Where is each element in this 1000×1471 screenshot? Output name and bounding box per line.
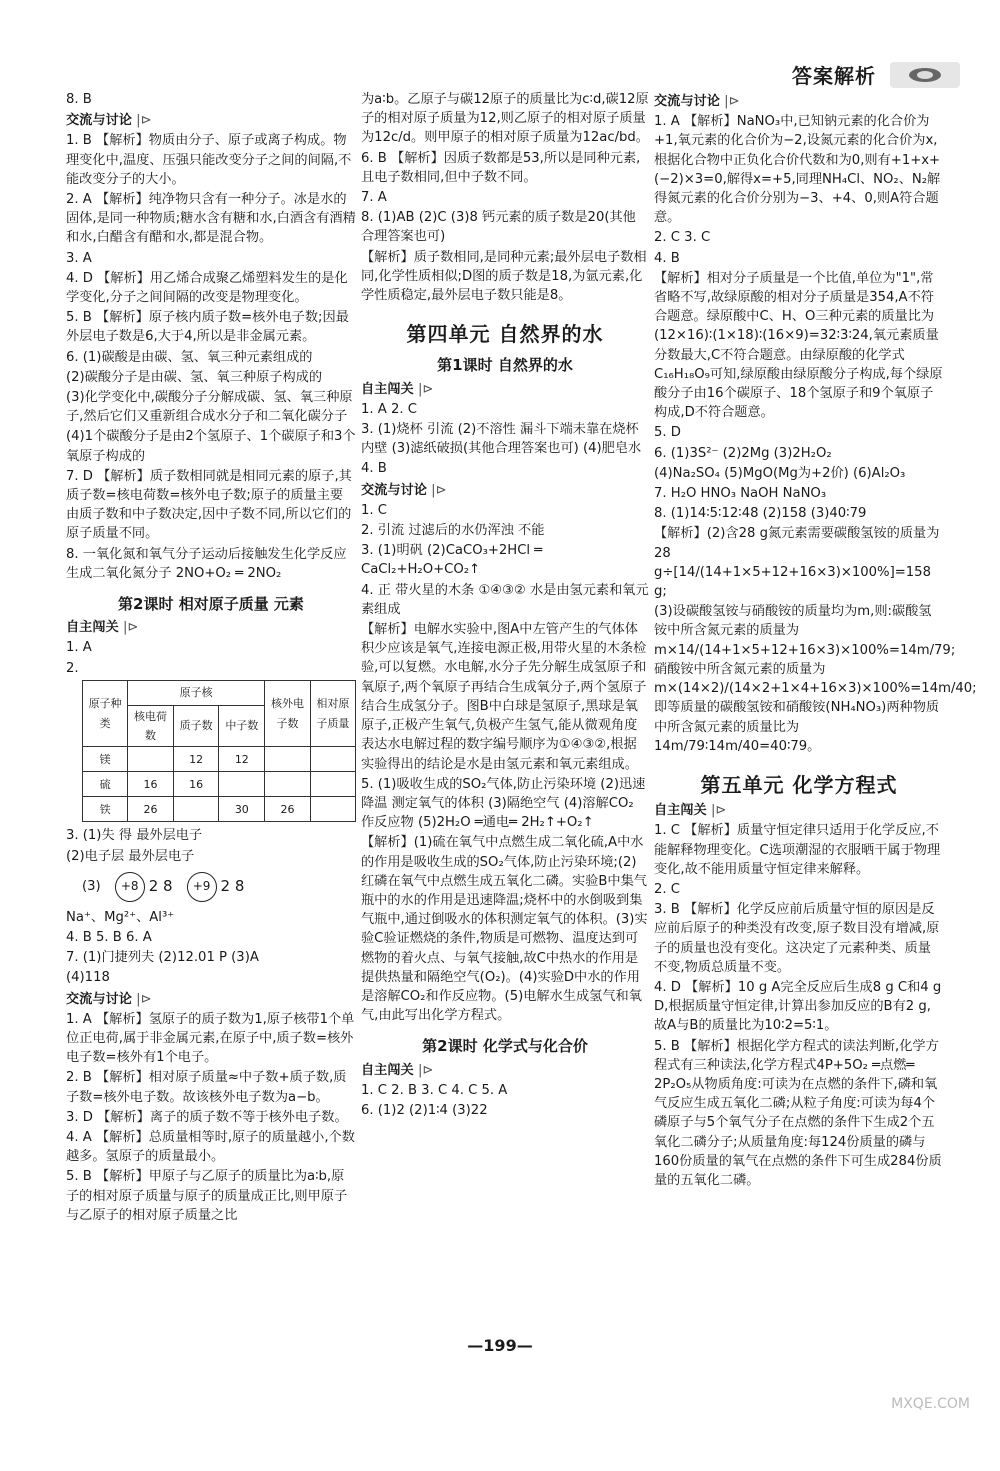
section-bar-icon: |⊳	[413, 1062, 434, 1078]
answer-item: (2)碳酸分子是由碳、氢、氧三种原子构成的	[66, 369, 323, 385]
table-cell: 铁	[83, 797, 128, 822]
answer-item: 4. 正 带火星的木条 ①④③② 水是由氢元素和氧元素组成	[361, 582, 649, 617]
answer-item: 3. A	[66, 250, 92, 266]
answer-item: 【解析】相对分子质量是一个比值,单位为"1",常省略不写,故绿原酸的相对分子质量是354,A不符合题意。绿原酸中C、H、O三种元素的质量比为(12×16)∶(1×18)∶(16×9)=32∶3∶24,氧元素质量分数最大,C不符合题意。由绿原酸的化学式C₁₆H₁₈O₉可知,绿原酸由绿原酸分子构成,每个绿原酸分子由16个碳原子、18个氢原子和9个氧原子构成,D不符合题意。	[654, 270, 943, 421]
answer-item: (2)电子层 最外层电子	[66, 848, 195, 864]
section-heading: 交流与讨论 |⊳	[66, 113, 152, 129]
atoms-label: (3)	[82, 879, 101, 895]
table-cell: 12	[219, 747, 265, 772]
section-heading: 自主闯关 |⊳	[66, 620, 139, 636]
table-cell: 26	[128, 797, 174, 822]
watermark: MXQE.COM	[891, 1396, 970, 1412]
answer-item: 6. (1)碳酸是由碳、氢、氧三种元素组成的	[66, 349, 313, 365]
section-heading: 自主闯关 |⊳	[654, 803, 727, 819]
answer-item: 【解析】(2)含28 g氮元素需要碳酸氢铵的质量为28 g÷[14/(14+1×5+12+16×3)×100%]=158 g;	[654, 526, 940, 600]
answer-item: 2. C 3. C	[654, 230, 711, 246]
table-header-cell: 相对原子质量	[310, 680, 355, 746]
table-row	[83, 772, 356, 797]
section-bar-icon: |⊳	[118, 620, 139, 636]
table-cell	[265, 772, 311, 797]
atom-structure-table	[82, 680, 356, 822]
answer-item: 7. A	[361, 190, 387, 206]
table-cell: 硫	[83, 772, 128, 797]
unit-title: 第四单元 自然界的水	[406, 322, 604, 347]
page-number: —199—	[467, 1336, 533, 1355]
answer-item: 5. D	[654, 425, 681, 441]
section-bar-icon: |⊳	[413, 381, 434, 397]
table-cell	[265, 747, 311, 772]
answer-item: (3)设碳酸氢铵与硝酸铵的质量均为m,则:碳酸氢铵中所含氮元素的质量为m×14/(14+1×5+12+16×3)×100%=14m/79;硝酸铵中所含氮元素的质量为m×(14×2)/(14×2+1×4+16×3)×100%=14m/40;即等质量的碳酸氢铵和硝酸铵(NH₄NO₃)两种物质中所含氮元素的质量比为14m/79∶14m/40=40∶79。	[654, 604, 977, 754]
oxygen-atom-diagram	[115, 872, 173, 902]
section-heading: 自主闯关 |⊳	[361, 1062, 434, 1078]
lesson-title: 第2课时 相对原子质量 元素	[118, 595, 304, 614]
table-row	[83, 747, 356, 772]
table-cell	[310, 747, 355, 772]
answer-item: 3. D 【解析】离子的质子数不等于核外电子数。	[66, 1109, 348, 1125]
answer-column-middle	[361, 90, 649, 1121]
answer-item: 2. B 【解析】相对原子质量≈中子数+质子数,质子数=核外电子数。故该核外电子数为a−b。	[66, 1070, 347, 1105]
table-cell: 30	[219, 797, 265, 822]
answer-item: (4)118	[66, 970, 110, 986]
electron-shells: 2 8	[148, 877, 173, 896]
section-bar-icon: |⊳	[719, 94, 740, 109]
lesson-title: 第1课时 自然界的水	[437, 356, 573, 375]
table-header-cell: 质子数	[173, 705, 219, 746]
answer-item: 7. D 【解析】质子数相同就是相同元素的原子,其质子数=核电荷数=核外电子数;原子的质量主要由质子数和中子数决定,因中子数不同,所以它们的原子质量不同。	[66, 468, 352, 542]
answer-item: 4. B	[361, 461, 387, 477]
answer-item: 5. B 【解析】根据化学方程式的读法判断,化学方程式有三种读法,化学方程式4P+5O₂ ═点燃═ 2P₂O₅从物质角度:可读为在点燃的条件下,磷和氧气反应生成五氧化二磷;从粒子角度:可读为每4个磷原子与5个氧气分子在点燃的条件下生成2个五氧化二磷分子;从质量角度:每124份质量的磷与160份质量的氧气在点燃的条件下可生成284份质量的五氧化二磷。	[654, 1038, 942, 1188]
table-header-cell: 核电荷数	[128, 705, 174, 746]
section-bar-icon: |⊳	[131, 113, 152, 129]
answer-item: 2. A 【解析】纯净物只含有一种分子。冰是水的固体,是同一种物质;糖水含有糖和水,白酒含有酒精和水,白醋含有醋和水,都是混合物。	[66, 192, 356, 246]
answer-item: 3. (1)明矾 (2)CaCO₃+2HCl ═ CaCl₂+H₂O+CO₂↑	[361, 543, 543, 578]
table-cell: 16	[173, 772, 219, 797]
answer-item: (4)Na₂SO₄ (5)MgO(Mg为+2价) (6)Al₂O₃	[654, 465, 906, 481]
unit-title: 第五单元 化学方程式	[700, 772, 898, 797]
answer-item: 5. B 【解析】甲原子与乙原子的质量比为a∶b,原子的相对原子质量与原子的质量成正比,则甲原子与乙原子的相对原子质量之比	[66, 1169, 348, 1223]
answer-item: 8. (1)AB (2)C (3)8 钙元素的质子数是20(其他合理答案也可)	[361, 210, 636, 245]
answer-item: 为a∶b。乙原子与碳12原子的质量比为c∶d,碳12原子的相对原子质量为12,则乙原子的相对原子质量为12c/d。则甲原子的相对原子质量为12ac/bd。	[361, 92, 649, 146]
answer-column-left	[66, 90, 356, 1226]
table-header-cell: 原子核	[128, 680, 265, 705]
answer-item: 8. (1)14∶5∶12∶48 (2)158 (3)40∶79	[654, 506, 867, 522]
table-cell	[219, 772, 265, 797]
answer-item: 2. 引流 过滤后的水仍浑浊 不能	[361, 523, 545, 539]
answer-item: 1. A 2. C	[361, 401, 417, 417]
answer-item: 3. (1)失 得 最外层电子	[66, 828, 203, 844]
answer-item: (3)化学变化中,碳酸分子分解成碳、氢、氧三种原子,然后它们又重新组合成水分子和二氧化碳分子	[66, 390, 353, 425]
answer-item: Na⁺、Mg²⁺、Al³⁺	[66, 909, 175, 925]
answer-item: 【解析】电解水实验中,图A中左管产生的气体体积少应该是氧气,连接电源正极,用带火星的木条检验,可以复燃。水电解,水分子先分解生成氢原子和氧原子,两个氧原子再结合生成氧分子,两个氢原子结合生成氢分子。图B中白球是氢原子,黑球是氧原子,正极产生氧气,负极产生氢气,能从微观角度表达水电解过程的数字编号顺序为①④③②,根据实验得出的结论是水是由氢元素和氧元素组成。	[361, 622, 647, 772]
table-cell: 26	[265, 797, 311, 822]
table-cell	[173, 797, 219, 822]
answer-item: 8. 一氧化氮和氧气分子运动后接触发生化学反应生成二氧化氮分子 2NO+O₂ ═ 2NO₂	[66, 546, 347, 581]
answer-item: 4. A 【解析】总质量相等时,原子的质量越小,个数越多。氢原子的质量最小。	[66, 1129, 355, 1165]
header-title: 答案解析	[792, 64, 876, 88]
answer-item: 4. D 【解析】用乙烯合成聚乙烯塑料发生的是化学变化,分子之间间隔的改变是物理变化。	[66, 270, 348, 306]
answer-column-right	[654, 90, 977, 1191]
table-cell: 12	[173, 747, 219, 772]
answer-item: 3. B 【解析】化学反应前后质量守恒的原因是反应前后原子的种类没有改变,原子数目没有增减,原子的质量也没有变化。这决定了元素种类、质量不变,物质总质量不变。	[654, 902, 940, 975]
section-heading: 交流与讨论 |⊳	[361, 482, 447, 498]
section-bar-icon: |⊳	[706, 803, 727, 819]
table-header-cell: 中子数	[219, 705, 265, 746]
answer-item: 1. C 【解析】质量守恒定律只适用于化学反应,不能解释物理变化。C选项潮湿的衣服晒干属于物理变化,故不能用质量守恒定律来解释。	[654, 823, 941, 877]
atom-structure-diagrams	[82, 872, 356, 902]
answer-item: 6. (1)2 (2)1∶4 (3)22	[361, 1102, 488, 1118]
table-header-row	[83, 680, 356, 705]
section-heading: 交流与讨论 |⊳	[66, 991, 152, 1007]
nucleus-circle: +8	[115, 872, 145, 902]
answer-item: 1. A 【解析】NaNO₃中,已知钠元素的化合价为+1,氧元素的化合价为−2,设氮元素的化合价为x,根据化合物中正负化合价代数和为0,则有+1+x+(−2)×3=0,解得x=+5,同理NH₄Cl、NO₂、N₂解得氮元素的化合价分别为−3、+4、0,则A符合题意。	[654, 114, 941, 226]
header-logo-icon	[890, 62, 960, 88]
answer-item: 1. C	[361, 502, 387, 518]
fluorine-atom-diagram	[187, 872, 245, 902]
answer-item: 4. B 5. B 6. A	[66, 929, 152, 945]
answer-item: (4)1个碳酸分子是由2个氢原子、1个碳原子和3个氧原子构成的	[66, 429, 356, 464]
answer-item: 8. B	[66, 92, 92, 107]
answer-item: 5. B 【解析】原子核内质子数=核外电子数;因最外层电子数是6,大于4,所以是非金属元素。	[66, 310, 349, 345]
page-header	[792, 60, 960, 89]
table-header-cell: 原子种类	[83, 680, 128, 746]
answer-item: 【解析】(1)硫在氧气中点燃生成二氧化硫,A中水的作用是吸收生成的SO₂气体,防止污染环境;(2)红磷在氧气中点燃生成五氧化二磷。实验B中集气瓶中的水的作用是迅速降温;烧杯中的水倒吸到集气瓶中,通过倒吸水的体积测定氧气的体积。(3)实验C验证燃烧的条件,物质是可燃物、温度达到可燃物的着火点、与氧气接触,故C中热水的作用是提供热量和隔绝空气(O₂)。(4)实验D中水的作用是溶解CO₂和作反应物。(5)电解水生成氢气和氧气,由此写出化学方程式。	[361, 835, 648, 1024]
table-cell	[310, 772, 355, 797]
answer-item: 3. (1)烧杯 引流 (2)不溶性 漏斗下端未靠在烧杯内壁 (3)滤纸破损(其他合理答案也可) (4)肥皂水	[361, 422, 642, 457]
section-heading: 自主闯关 |⊳	[361, 381, 434, 397]
answer-item: 【解析】质子数相同,是同种元素;最外层电子数相同,化学性质相似;D图的质子数是18,为氩元素,化学性质稳定,最外层电子数只能是8。	[361, 249, 647, 304]
answer-item: 2.	[66, 660, 79, 676]
answer-item: 1. A	[66, 640, 92, 656]
answer-item: 7. H₂O HNO₃ NaOH NaNO₃	[654, 486, 827, 502]
answer-item: 1. C 2. B 3. C 4. C 5. A	[361, 1082, 508, 1098]
electron-shells: 2 8	[220, 877, 245, 896]
answer-item: 6. B 【解析】因质子数都是53,所以是同种元素,且电子数相同,但中子数不同。	[361, 150, 641, 185]
section-heading: 交流与讨论 |⊳	[654, 94, 740, 109]
answer-item: 4. B	[654, 250, 680, 266]
section-bar-icon: |⊳	[131, 991, 152, 1007]
lesson-title: 第2课时 化学式与化合价	[422, 1037, 588, 1056]
answer-item: 7. (1)门捷列夫 (2)12.01 P (3)A	[66, 950, 259, 966]
table-cell	[310, 797, 355, 822]
table-cell: 镁	[83, 747, 128, 772]
table-header-cell: 核外电子数	[265, 680, 311, 746]
answer-item: 2. C	[654, 881, 680, 897]
answer-item: 1. B 【解析】物质由分子、原子或离子构成。物理变化中,温度、压强只能改变分子之间的间隔,不能改变分子的大小。	[66, 133, 352, 187]
table-cell: 16	[128, 772, 174, 797]
section-bar-icon: |⊳	[426, 482, 447, 498]
answer-item: 5. (1)吸收生成的SO₂气体,防止污染环境 (2)迅速降温 测定氧气的体积 (3)隔绝空气 (4)溶解CO₂ 作反应物 (5)2H₂O ═通电═ 2H₂↑+O₂↑	[361, 776, 646, 831]
nucleus-circle: +9	[187, 872, 217, 902]
table-cell	[128, 747, 174, 772]
table-row	[83, 797, 356, 822]
answer-item: 6. (1)3S²⁻ (2)2Mg (3)2H₂O₂	[654, 445, 832, 461]
answer-item: 4. D 【解析】10 g A完全反应后生成8 g C和4 g D,根据质量守恒定律,计算出参加反应的B有2 g,故A与B的质量比为10∶2=5∶1。	[654, 979, 942, 1034]
answer-item: 1. A 【解析】氢原子的质子数为1,原子核带1个单位正电荷,属于非金属元素,在原子中,质子数=核外电子数=核外有1个电子。	[66, 1011, 355, 1066]
